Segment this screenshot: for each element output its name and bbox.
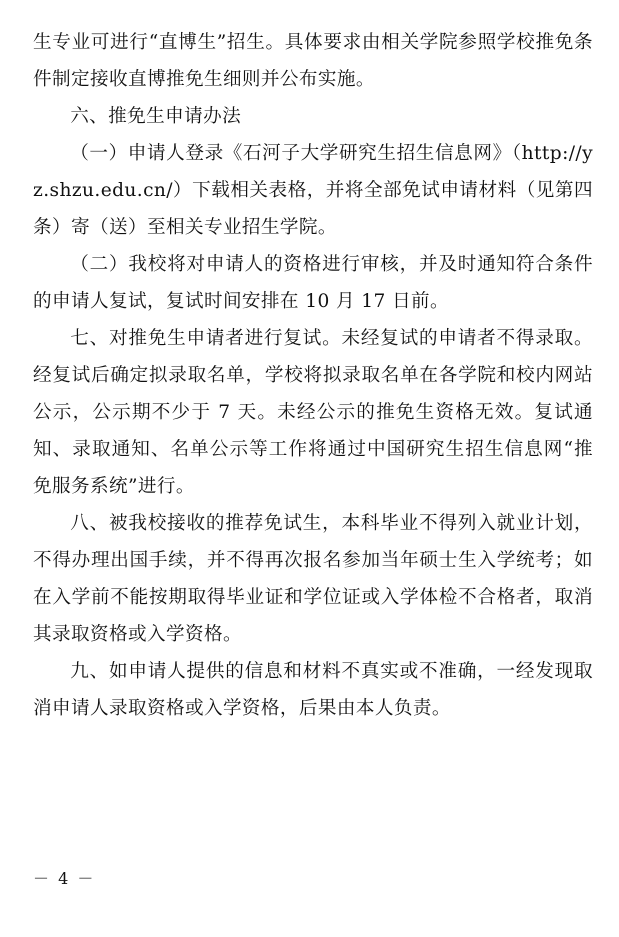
paragraph-six-one: （一）申请人登录《石河子大学研究生招生信息网》（http://yz.shzu.edu.cn/）下载相关表格，并将全部免试申请材料（见第四条）寄（送）至相关专业招生学院。 [33,143,593,238]
document-body [33,24,593,727]
paragraph-seven: 七、对推免生申请者进行复试。未经复试的申请者不得录取。经复试后确定拟录取名单，学校将拟录取名单在各学院和校内网站公示，公示期不少于 7 天。未经公示的推免生资格无效。复试通知、录取通知、名单公示等工作将通过中国研究生招生信息网“推免服务系统”进行。 [33,328,593,497]
paragraph-continuation: 生专业可进行“直博生”招生。具体要求由相关学院参照学校推免条件制定接收直博推免生细则并公布实施。 [33,32,593,90]
paragraph-six-two: （二）我校将对申请人的资格进行审核，并及时通知符合条件的申请人复试，复试时间安排在 10 月 17 日前。 [33,254,593,312]
section-heading-six: 六、推免生申请办法 [70,106,242,127]
page-number: － 4 － [33,869,96,888]
paragraph-eight: 八、被我校接收的推荐免试生，本科毕业不得列入就业计划，不得办理出国手续，并不得再次报名参加当年硕士生入学统考；如在入学前不能按期取得毕业证和学位证或入学体检不合格者，取消其录取资格或入学资格。 [33,513,593,645]
paragraph-nine: 九、如申请人提供的信息和材料不真实或不准确，一经发现取消申请人录取资格或入学资格，后果由本人负责。 [33,661,593,719]
